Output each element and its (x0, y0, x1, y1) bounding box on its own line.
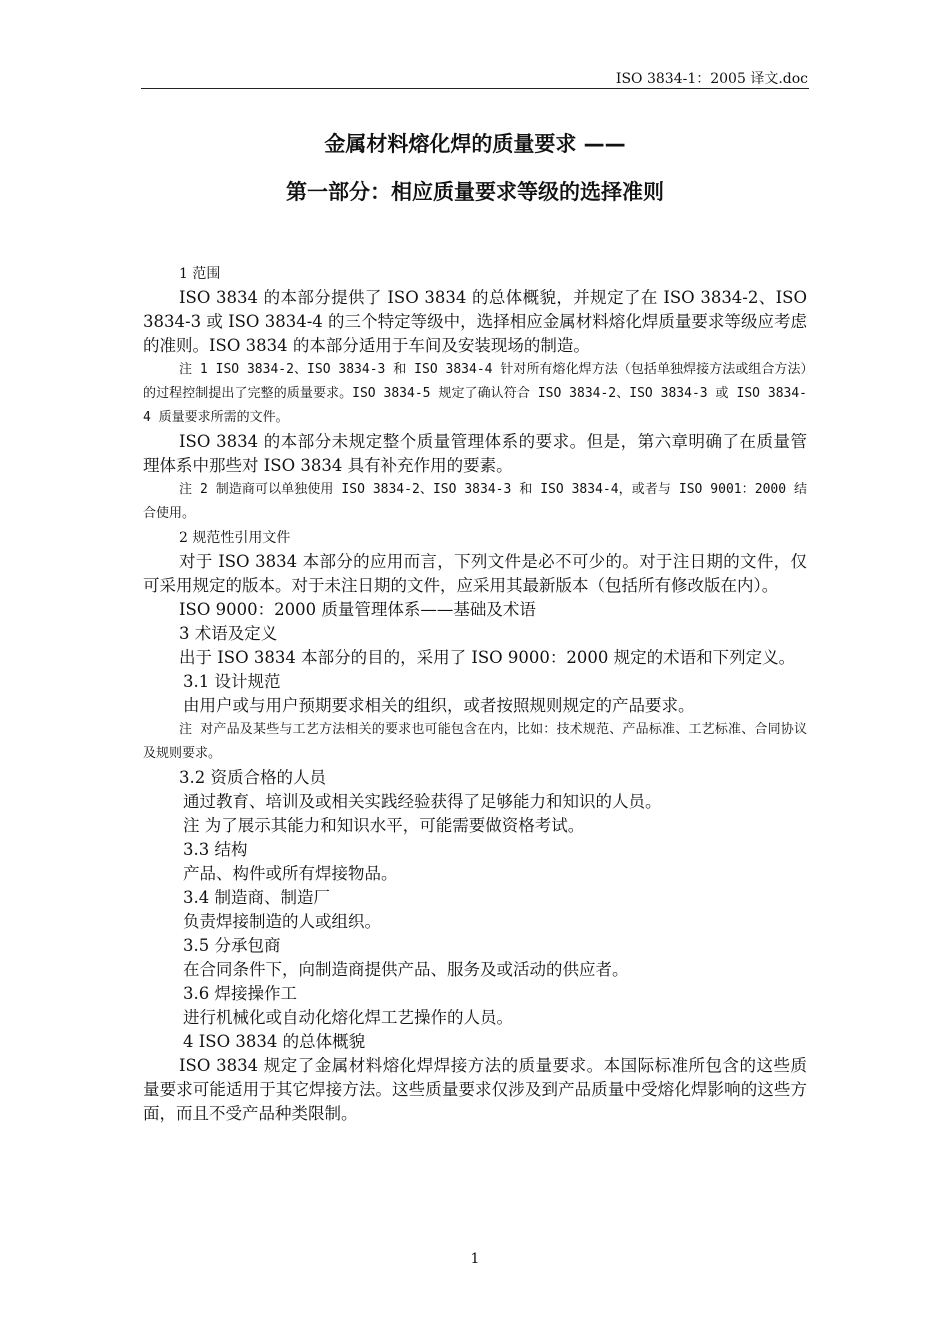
section-2-heading: 2 规范性引用文件 (179, 530, 291, 546)
paragraph: ISO 3834 的本部分未规定整个质量管理体系的要求。但是，第六章明确了在质量管理体系中那些对 ISO 3834 具有补充作用的要素。 (143, 432, 807, 475)
normative-reference: ISO 9000：2000 质量管理体系——基础及术语 (179, 600, 536, 619)
term-definition: 在合同条件下，向制造商提供产品、服务及或活动的供应者。 (183, 960, 629, 979)
paragraph: 对于 ISO 3834 本部分的应用而言，下列文件是必不可少的。对于注日期的文件，仅可采用规定的版本。对于未注日期的文件，应采用其最新版本（包括所有修改版在内）。 (143, 552, 807, 595)
term-definition: 由用户或与用户预期要求相关的组织，或者按照规则规定的产品要求。 (183, 696, 695, 715)
header-filename: ISO 3834-1：2005 译文.doc (615, 71, 808, 87)
note: 注 1 ISO 3834-2、ISO 3834-3 和 ISO 3834-4 针对所有熔化焊方法（包括单独焊接方法或组合方法）的过程控制提出了完整的质量要求。ISO 3834-5 规定了确认符合 ISO 3834-2、ISO 3834-3 或 ISO 3834-4 质量要求所需的文件。 (143, 362, 807, 425)
section-1-heading: 1 范围 (179, 266, 221, 282)
term-definition: 产品、构件或所有焊接物品。 (183, 864, 398, 883)
note: 注 为了展示其能力和知识水平，可能需要做资格考试。 (183, 816, 585, 835)
paragraph: ISO 3834 的本部分提供了 ISO 3834 的总体概貌，并规定了在 ISO 3834-2、ISO 3834-3 或 ISO 3834-4 的三个特定等级中，选择相应金属材料熔化焊质量要求等级应考虑的准则。ISO 3834 的本部分适用于车间及安装现场的制造。 (143, 288, 807, 355)
term-heading: 3.1 设计规范 (183, 672, 281, 691)
term-definition: 进行机械化或自动化熔化焊工艺操作的人员。 (183, 1008, 513, 1027)
page-number: 1 (470, 1251, 480, 1267)
term-heading: 3.6 焊接操作工 (183, 984, 297, 1003)
note: 注 对产品及某些与工艺方法相关的要求也可能包含在内，比如：技术规范、产品标准、工艺标准、合同协议及规则要求。 (143, 722, 807, 761)
paragraph: ISO 3834 规定了金属材料熔化焊焊接方法的质量要求。本国际标准所包含的这些质量要求可能适用于其它焊接方法。这些质量要求仅涉及到产品质量中受熔化焊影响的这些方面，而且不受产品种类限制。 (143, 1056, 807, 1123)
document-body (143, 262, 807, 1126)
term-heading: 3.5 分承包商 (183, 936, 281, 955)
section-4-heading: 4 ISO 3834 的总体概貌 (183, 1032, 366, 1051)
section-3-heading: 3 术语及定义 (179, 624, 278, 643)
document-subtitle: 第一部分：相应质量要求等级的选择准则 (286, 180, 664, 204)
note: 注 2 制造商可以单独使用 ISO 3834-2、ISO 3834-3 和 ISO 3834-4，或者与 ISO 9001：2000 结合使用。 (143, 482, 807, 521)
header-rule (141, 88, 809, 89)
term-heading: 3.2 资质合格的人员 (179, 768, 326, 787)
document-title: 金属材料熔化焊的质量要求 —— (324, 132, 626, 156)
term-heading: 3.4 制造商、制造厂 (183, 888, 330, 907)
paragraph: 出于 ISO 3834 本部分的目的，采用了 ISO 9000：2000 规定的术语和下列定义。 (179, 648, 796, 667)
term-heading: 3.3 结构 (183, 840, 248, 859)
term-definition: 负责焊接制造的人或组织。 (183, 912, 381, 931)
term-definition: 通过教育、培训及或相关实践经验获得了足够能力和知识的人员。 (183, 792, 662, 811)
